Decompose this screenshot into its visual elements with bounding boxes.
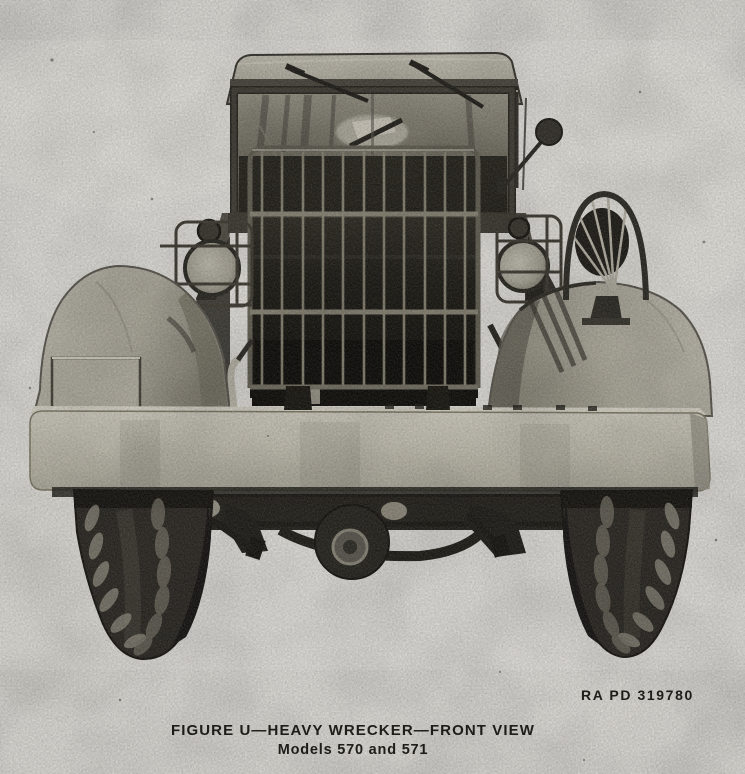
right-blackout-lamp bbox=[509, 218, 529, 238]
figure-caption-models: Models 570 and 571 bbox=[277, 742, 429, 758]
figure-caption-title: FIGURE U—HEAVY WRECKER—FRONT VIEW bbox=[170, 722, 536, 739]
figure-caption bbox=[0, 721, 706, 759]
photo-id-label: RA PD 319780 bbox=[581, 687, 694, 703]
